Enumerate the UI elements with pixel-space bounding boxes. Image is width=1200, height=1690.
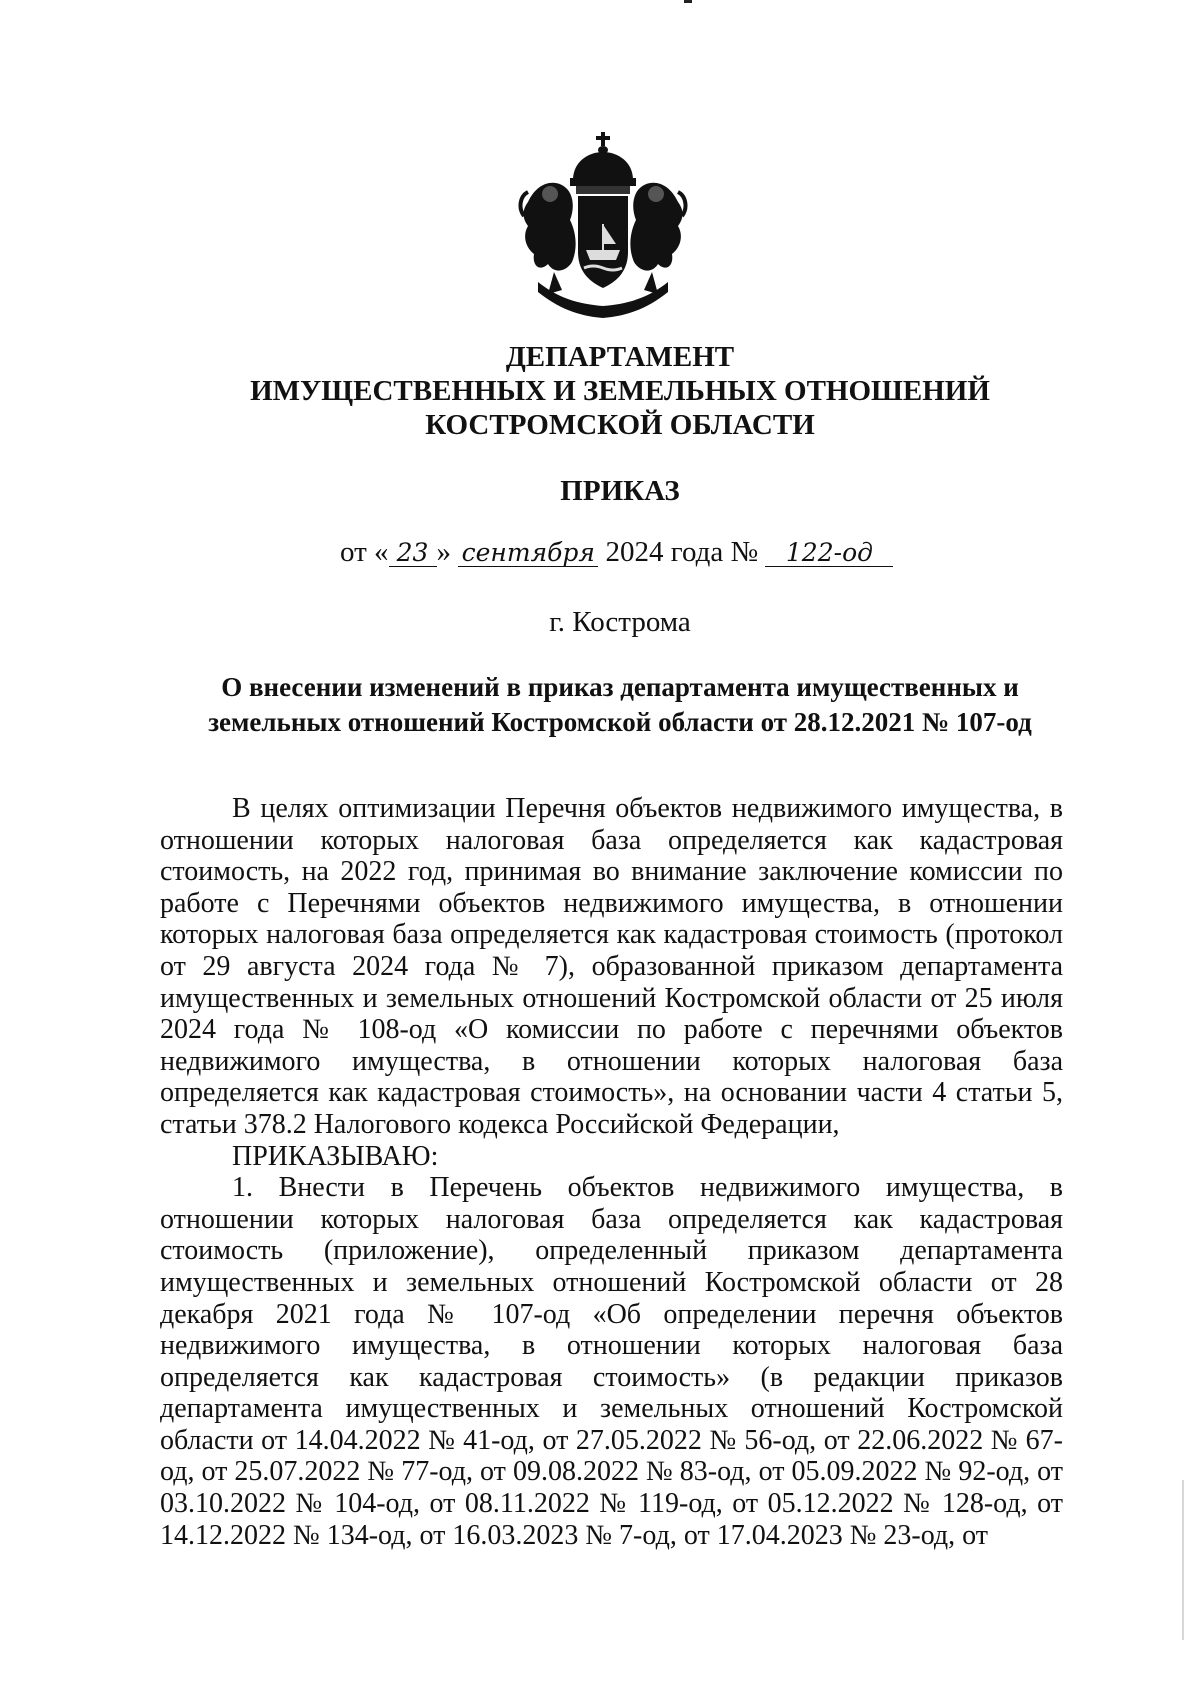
handwritten-day: 23 [389,540,437,567]
city-line: г. Кострома [549,606,691,638]
department-line-1: ДЕПАРТАМЕНТ [505,341,735,373]
order-word: ПРИКАЗЫВАЮ: [232,1140,439,1172]
date-mid: » [436,536,452,568]
date-prefix: от « [340,536,389,568]
preamble-paragraph: В целях оптимизации Перечня объектов недвижимого имущества, в отношении которых налоговая база определяется как кадастровая стоимость, на 2022 год, принимая во внимание заключение комиссии по работе с Перечнями объектов недвижимого имущества, в отношении которых налоговая база определяется как кадастровая стоимость (протокол от 29 августа 2024 года № 7), образованной приказом департамента имущественных и земельных отношений Костромской области от 25 июля 2024 года № 108-од «О комиссии по работе с перечнями объектов недвижимого имущества, в отношении которых налоговая база определяется как кадастровая стоимость», на основании части 4 статьи 5, статьи 378.2 Налогового кодекса Российской Федерации, [160,793,1063,1140]
department-line-2: ИМУЩЕСТВЕННЫХ И ЗЕМЕЛЬНЫХ ОТНОШЕНИЙ [250,375,990,407]
date-year: 2024 года № [605,536,759,568]
scan-edge-artifact [1182,1480,1184,1640]
department-line-3: КОСТРОМСКОЙ ОБЛАСТИ [425,409,815,441]
subject-line-2: земельных отношений Костромской области от 28.12.2021 № 107-од [208,707,1032,737]
handwritten-month: сентября [458,540,598,567]
order-date-line [340,536,960,569]
scan-mark [684,0,692,3]
subject-line-1: О внесении изменений в приказ департамента имущественных и [221,672,1019,702]
order-subject [150,670,1090,740]
order-body [160,793,1063,1551]
document-type-title: ПРИКАЗ [560,475,680,507]
department-heading [0,340,1200,442]
coat-of-arms-icon [518,132,688,318]
handwritten-order-number: 122-од [765,540,893,567]
item-1-paragraph: 1. Внести в Перечень объектов недвижимого имущества, в отношении которых налоговая база определяется как кадастровая стоимость (приложение), определенный приказом департамента имущественных и земельных отношений Костромской области от 28 декабря 2021 года № 107-од «Об определении перечня объектов недвижимого имущества, в отношении которых налоговая база определяется как кадастровая стоимость» (в редакции приказов департамента имущественных и земельных отношений Костромской области от 14.04.2022 № 41-од, от 27.05.2022 № 56-од, от 22.06.2022 № 67-од, от 25.07.2022 № 77-од, от 09.08.2022 № 83-од, от 05.09.2022 № 92-од, от 03.10.2022 № 104-од, от 08.11.2022 № 119-од, от 05.12.2022 № 128-од, от 14.12.2022 № 134-од, от 16.03.2023 № 7-од, от 17.04.2023 № 23-од, от [160,1172,1063,1551]
